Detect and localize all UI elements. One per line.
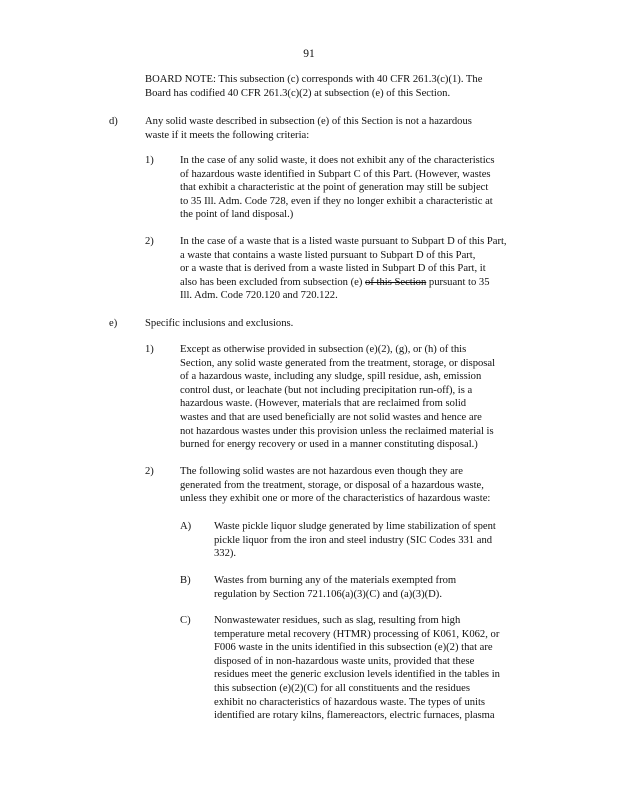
subsection-d2-text (180, 235, 537, 303)
text-line: identified are rotary kilns, flamereactors, electric furnaces, plasma (214, 710, 495, 722)
subsection-e2a-text (214, 520, 537, 561)
text-line: In the case of any solid waste, it does not exhibit any of the characteristics (180, 155, 495, 166)
text-line: generated from the treatment, storage, or disposal of a hazardous waste, (180, 479, 484, 491)
text-line: The following solid wastes are not hazardous even though they are (180, 466, 464, 477)
text-line: Section, any solid waste generated from the treatment, storage, or disposal (180, 357, 496, 369)
text-line: Except as otherwise provided in subsection (e)(2), (g), or (h) of this (180, 344, 467, 355)
subsection-e1-label: 1) (145, 344, 154, 355)
text-line: pickle liquor from the iron and steel industry (SIC Codes 331 and (214, 534, 493, 546)
text-line: residues meet the generic exclusion levels identified in the tables in (214, 669, 500, 681)
text-line: or a waste that is derived from a waste listed in Subpart D of this Part, it (180, 263, 486, 275)
board-note-line: BOARD NOTE: This subsection (c) corresponds with 40 CFR 261.3(c)(1). The (145, 74, 483, 85)
subsection-d1-label: 1) (145, 155, 154, 166)
subsection-d1-text (180, 154, 537, 222)
text-line: waste if it meets the following criteria: (145, 129, 310, 141)
text-line: In the case of a waste that is a listed waste pursuant to Subpart D of this Part, (180, 236, 507, 247)
subsection-e-heading: Specific inclusions and exclusions. (145, 318, 294, 329)
text-line: Waste pickle liquor sludge generated by lime stabilization of spent (214, 521, 496, 532)
text-line: control dust, or leachate (but not including precipitation run-off), is a (180, 384, 473, 396)
board-note (145, 73, 534, 100)
subsection-d-text (145, 115, 513, 142)
text-line: Ill. Adm. Code 720.120 and 720.122. (180, 290, 338, 302)
board-note-line: Board has codified 40 CFR 261.3(c)(2) at subsection (e) of this Section. (145, 87, 451, 99)
text-line: F006 waste in the units identified in this subsection (e)(2) that are (214, 642, 493, 654)
subsection-e2b-text (214, 574, 497, 601)
text-segment: pursuant to 35 (426, 276, 490, 288)
text-line: disposed of in non-hazardous waste units, provided that these (214, 655, 475, 667)
text-line: exhibit no characteristics of hazardous waste. The types of units (214, 696, 486, 708)
text-line: Any solid waste described in subsection (e) of this Section is not a hazardous (145, 116, 472, 127)
text-line: to 35 Ill. Adm. Code 728, even if they no longer exhibit a characteristic at (180, 195, 493, 207)
struck-text: of this Section (365, 276, 427, 288)
text-line: this subsection (e)(2)(C) for all constituents and the residues (214, 682, 470, 694)
text-line: regulation by Section 721.106(a)(3)(C) and (a)(3)(D). (214, 588, 442, 600)
subsection-e2c-text (214, 614, 537, 723)
text-line: that exhibit a characteristic at the point of generation may still be subject (180, 182, 489, 194)
subsection-e2a-label: A) (180, 521, 192, 532)
text-line: not hazardous wastes under this provision unless the reclaimed material is (180, 425, 494, 437)
text-line-with-strike (180, 276, 537, 290)
page-number: 91 (303, 48, 315, 60)
text-line: a waste that contains a waste listed pursuant to Subpart D of this Part, (180, 249, 476, 261)
text-line: the point of land disposal.) (180, 209, 294, 221)
subsection-e2c-label: C) (180, 615, 191, 626)
subsection-d2-label: 2) (145, 236, 154, 247)
text-line: hazardous waste. (However, materials that are reclaimed from solid (180, 398, 467, 410)
text-line: wastes and that are used beneficially are not solid wastes and hence are (180, 411, 482, 423)
text-line: Nonwastewater residues, such as slag, resulting from high (214, 615, 461, 626)
text-line: 332). (214, 548, 237, 560)
subsection-e2b-label: B) (180, 575, 191, 586)
subsection-d-label: d) (109, 116, 118, 127)
text-line: of a hazardous waste, including any sludge, spill residue, ash, emission (180, 371, 482, 383)
subsection-e2-text (180, 465, 537, 506)
text-segment: also has been excluded from subsection (e) (180, 276, 363, 288)
text-line: temperature metal recovery (HTMR) processing of K061, K062, or (214, 628, 500, 640)
text-line: unless they exhibit one or more of the characteristics of hazardous waste: (180, 493, 491, 505)
subsection-e-label: e) (109, 318, 118, 329)
subsection-e1-text (180, 343, 537, 452)
text-line: burned for energy recovery or used in a manner constituting disposal.) (180, 439, 478, 451)
text-line: Wastes from burning any of the materials exempted from (214, 575, 457, 586)
text-line: of hazardous waste identified in Subpart C of this Part. (However, wastes (180, 168, 491, 180)
subsection-e2-label: 2) (145, 466, 154, 477)
